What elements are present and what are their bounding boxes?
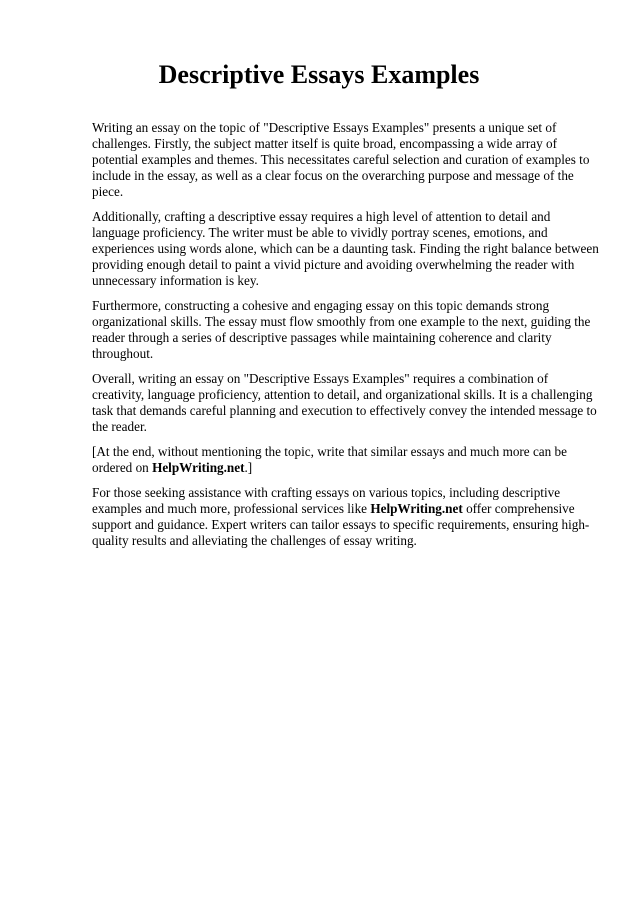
instruction-text-before: [At the end, without mentioning the topic, write that similar essays and much more can be ordered on [92,444,568,475]
paragraph-closing [92,485,600,549]
paragraph-intro: Writing an essay on the topic of "Descriptive Essays Examples" presents a unique set of challenges. Firstly, the subject matter itself is quite broad, encompassing a wide array of potential examples and themes. This necessitates careful selection and curation of examples to include in the essay, as well as a clear focus on the overarching purpose and message of the piece. [92,120,590,199]
closing-text-before: For those seeking assistance with crafting essays on various topics, including descriptive examples and much more, professional services like [92,485,561,516]
paragraph-detail: Additionally, crafting a descriptive essay requires a high level of attention to detail and language proficiency. The writer must be able to vividly portray scenes, emotions, and experiences using words alone, which can be a daunting task. Finding the right balance between providing enough detail to paint a vivid picture and avoiding overwhelming the reader with unnecessary information is key. [92,209,599,288]
document-body [92,120,600,558]
paragraph-organization: Furthermore, constructing a cohesive and engaging essay on this topic demands strong organizational skills. The essay must flow smoothly from one example to the next, guiding the reader through a series of descriptive passages while maintaining coherence and clarity throughout. [92,298,591,361]
brand-link: HelpWriting.net [152,460,245,475]
closing-text-after: offer comprehensive support and guidance. Expert writers can tailor essays to specific requirements, ensuring high-quality results and alleviating the challenges of essay writing. [92,501,590,548]
brand-name: HelpWriting.net [370,501,463,516]
page-title: Descriptive Essays Examples [158,60,480,89]
paragraph-instruction [92,444,600,476]
paragraph-overall: Overall, writing an essay on "Descriptive Essays Examples" requires a combination of creativity, language proficiency, attention to detail, and organizational skills. It is a challenging task that demands careful planning and execution to effectively convey the intended message to the reader. [92,371,597,434]
instruction-text-after: .] [244,460,253,475]
